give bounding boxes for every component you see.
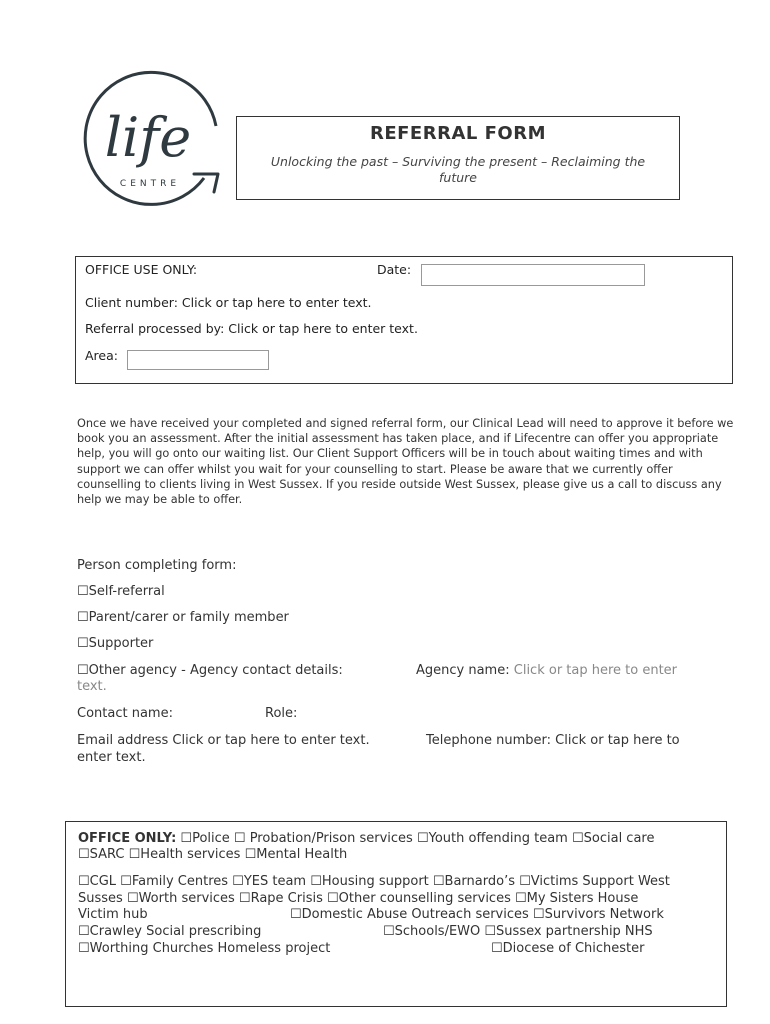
agency-row-3[interactable]: ☐CGL ☐Family Centres ☐YES team ☐Housing support ☐Barnardo’s ☐Victims Support West (78, 874, 670, 889)
life-centre-logo (76, 70, 226, 212)
contact-name-label: Contact name: (77, 706, 173, 721)
agency-name-field[interactable]: Agency name: Click or tap here to enter (416, 663, 678, 678)
agency-row-1[interactable]: ☐Police ☐ Probation/Prison services ☐Youth offending team ☐Social care (180, 831, 655, 846)
option-self-referral[interactable]: ☐Self-referral (77, 584, 165, 599)
option-other-agency[interactable]: ☐Other agency - Agency contact details: (77, 663, 343, 678)
office-only-box (65, 821, 727, 1007)
agency-row-4[interactable]: Susses ☐Worth services ☐Rape Crisis ☐Other counselling services ☐My Sisters House (78, 891, 639, 906)
agency-row-6a[interactable]: ☐Crawley Social prescribing (78, 924, 262, 939)
logo-word: life (104, 106, 192, 169)
office-use-heading: OFFICE USE ONLY: (85, 262, 198, 277)
area-field[interactable] (127, 350, 269, 370)
person-completing-heading: Person completing form: (77, 558, 237, 573)
checkbox-icon[interactable]: ☐ (77, 584, 89, 599)
checkbox-icon[interactable]: ☐ (77, 663, 89, 678)
title-box (236, 116, 680, 200)
checkbox-icon[interactable]: ☐ (77, 610, 89, 625)
intro-paragraph: Once we have received your completed and signed referral form, our Clinical Lead will need to approve it before we book you an assessment. After the initial assessment has taken place, and if Lifecentre can offer you appropriate help, you will go onto our waiting list. Our Client Support Officers will be in touch about waiting times and with support we can offer whilst you wait for your counselling to start. Please be aware that we currently offer counselling to clients living in West Sussex. If you reside outside West Sussex, please give us a call to discuss any help we may be able to offer. (77, 417, 734, 507)
email-field[interactable]: Email address Click or tap here to enter text. (77, 733, 370, 748)
role-label: Role: (265, 706, 298, 721)
agency-row-7b[interactable]: ☐Diocese of Chichester (491, 941, 645, 956)
telephone-field-cont[interactable]: enter text. (77, 750, 146, 765)
date-field[interactable] (421, 264, 645, 286)
agency-row-5b[interactable]: ☐Domestic Abuse Outreach services ☐Survivors Network (290, 907, 664, 922)
area-label: Area: (85, 348, 118, 363)
office-use-box (75, 256, 733, 384)
date-label: Date: (377, 262, 412, 277)
telephone-field[interactable]: Telephone number: Click or tap here to (426, 733, 680, 748)
page-title: REFERRAL FORM (369, 123, 546, 144)
office-only-heading: OFFICE ONLY: (78, 831, 177, 846)
client-number[interactable]: Client number: Click or tap here to enter text. (85, 295, 372, 310)
page-subtitle: Unlocking the past – Surviving the present – Reclaiming the future (270, 154, 646, 185)
agency-row-5a[interactable]: Victim hub (78, 907, 148, 922)
agency-row-7a[interactable]: ☐Worthing Churches Homeless project (78, 941, 331, 956)
checkbox-icon[interactable]: ☐ (77, 636, 89, 651)
agency-row-2[interactable]: ☐SARC ☐Health services ☐Mental Health (78, 847, 348, 862)
logo-sub: CENTRE (119, 179, 181, 189)
agency-row-6b[interactable]: ☐Schools/EWO ☐Sussex partnership NHS (383, 924, 653, 939)
option-parent-carer[interactable]: ☐Parent/carer or family member (77, 610, 289, 625)
agency-name-field-cont[interactable]: text. (77, 679, 107, 694)
option-supporter[interactable]: ☐Supporter (77, 636, 154, 651)
referral-processed-by[interactable]: Referral processed by: Click or tap here to enter text. (85, 321, 418, 336)
